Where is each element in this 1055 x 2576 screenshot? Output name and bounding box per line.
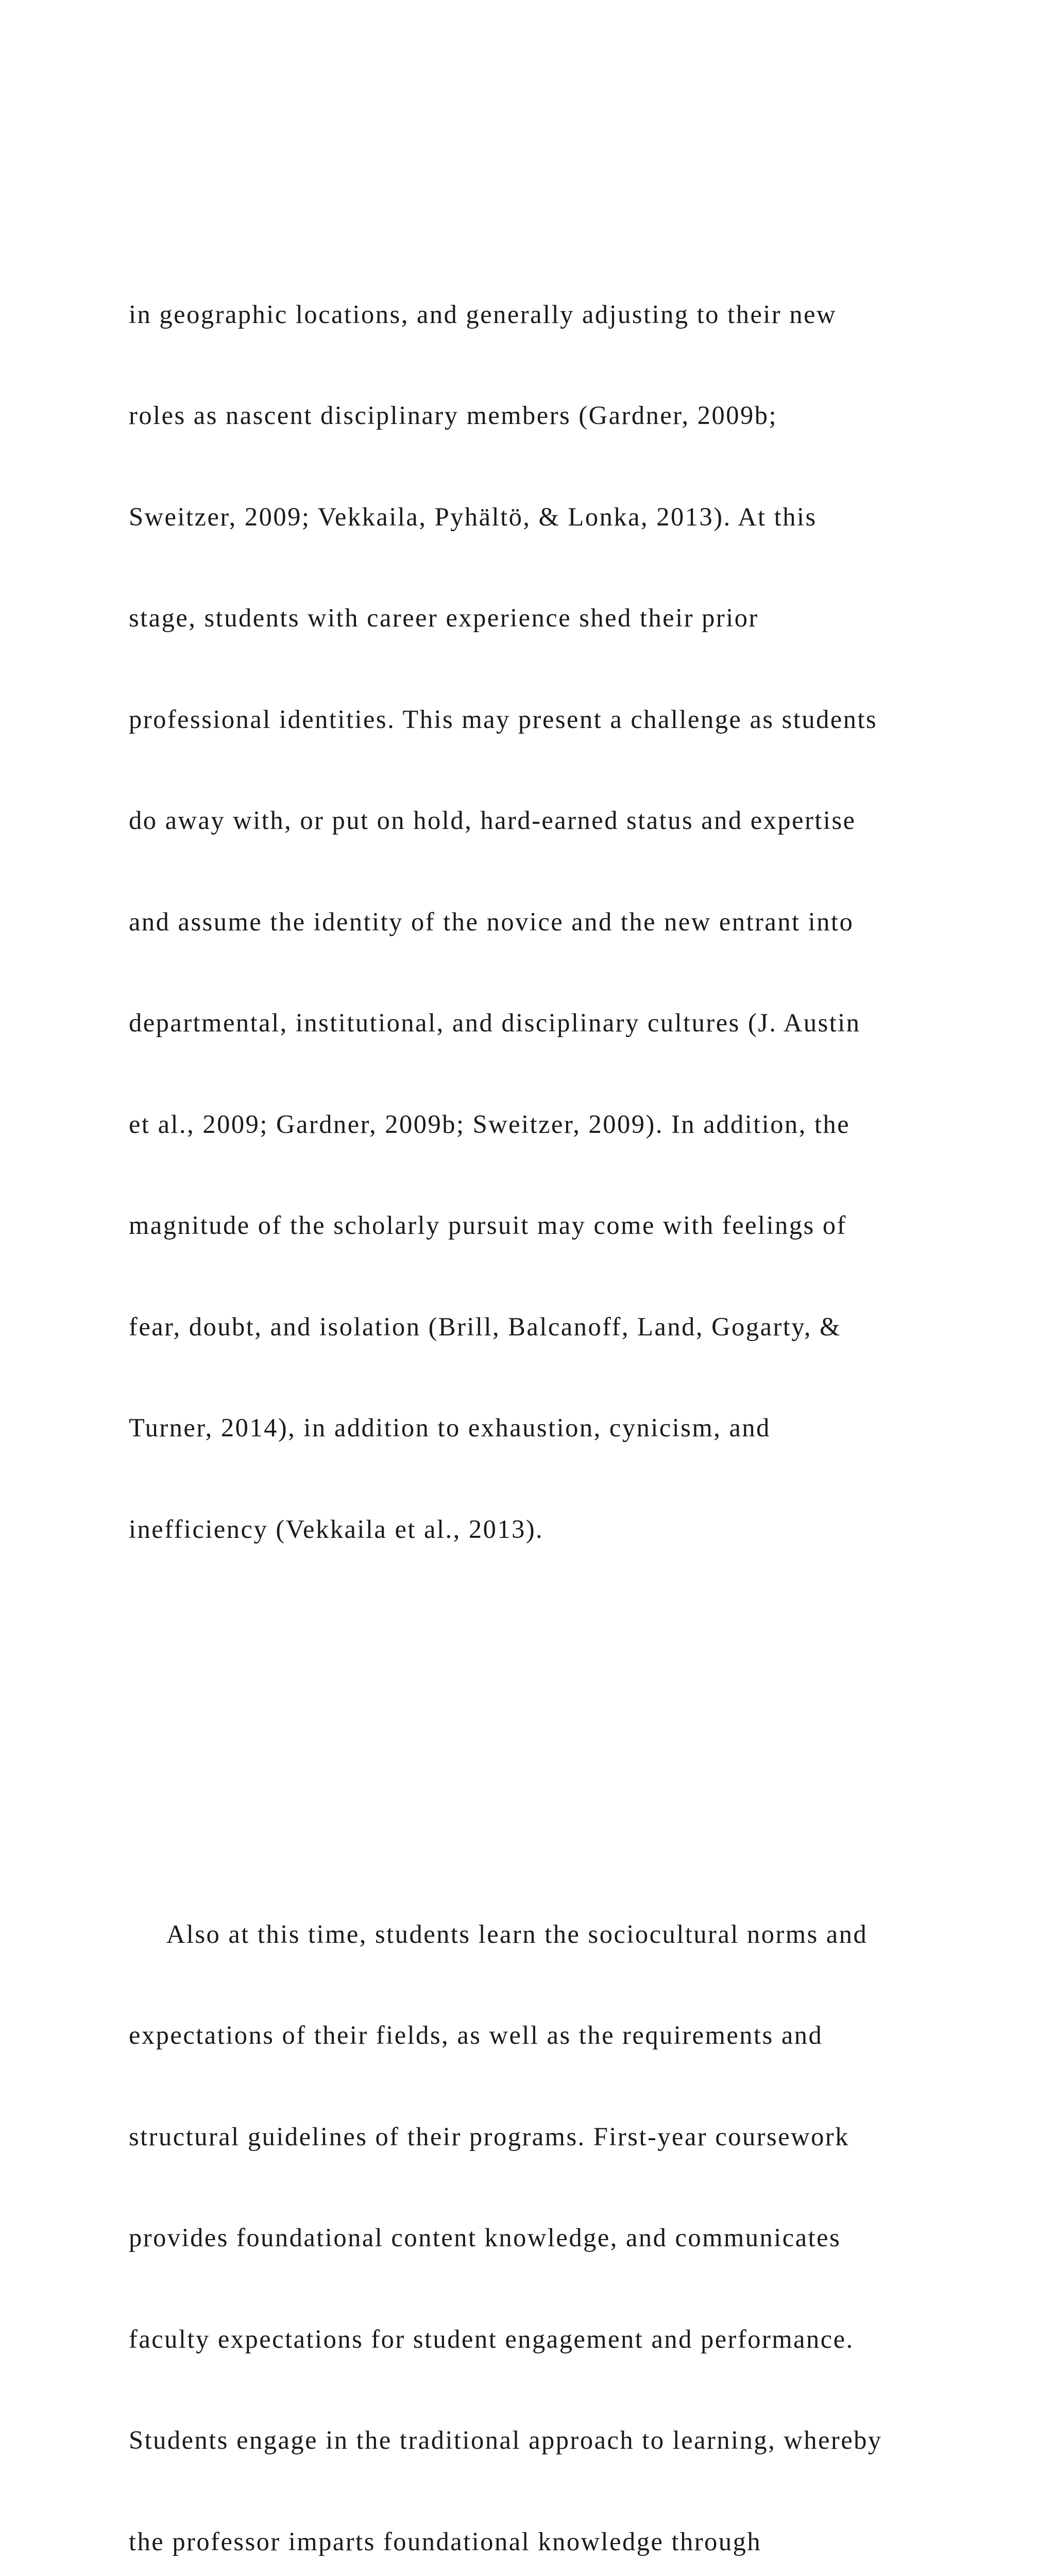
text-line: provides foundational content knowledge, and communicates: [129, 2221, 1005, 2255]
text-line: faculty expectations for student engagement and performance.: [129, 2323, 1005, 2357]
text-line: fear, doubt, and isolation (Brill, Balcanoff, Land, Gogarty, &: [129, 1310, 1005, 1344]
paragraph-1: [129, 230, 1005, 1614]
text-line: inefficiency (Vekkaila et al., 2013).: [129, 1513, 1005, 1547]
text-line: stage, students with career experience shed their prior: [129, 601, 1005, 635]
text-line: roles as nascent disciplinary members (Gardner, 2009b;: [129, 399, 1005, 433]
text-line: magnitude of the scholarly pursuit may come with feelings of: [129, 1209, 1005, 1243]
paragraph-spacer: [129, 1715, 1005, 1749]
text-line: Sweitzer, 2009; Vekkaila, Pyhältö, & Lonka, 2013). At this: [129, 500, 1005, 534]
text-line: Also at this time, students learn the sociocultural norms and: [129, 1918, 1005, 1952]
text-line: expectations of their fields, as well as the requirements and: [129, 2019, 1005, 2053]
document-body: [129, 129, 1005, 2576]
text-line: do away with, or put on hold, hard-earned status and expertise: [129, 804, 1005, 838]
text-line: structural guidelines of their programs. First-year coursework: [129, 2120, 1005, 2154]
text-line: Turner, 2014), in addition to exhaustion, cynicism, and: [129, 1411, 1005, 1445]
text-line: Students engage in the traditional approach to learning, whereby: [129, 2424, 1005, 2458]
text-line: et al., 2009; Gardner, 2009b; Sweitzer, 2009). In addition, the: [129, 1108, 1005, 1142]
text-line: professional identities. This may present a challenge as students: [129, 703, 1005, 737]
paragraph-2: [129, 1850, 1005, 2576]
text-line: and assume the identity of the novice and the new entrant into: [129, 905, 1005, 939]
text-line: departmental, institutional, and disciplinary cultures (J. Austin: [129, 1006, 1005, 1040]
text-line: in geographic locations, and generally adjusting to their new: [129, 298, 1005, 332]
text-line: the professor imparts foundational knowledge through: [129, 2525, 1005, 2559]
